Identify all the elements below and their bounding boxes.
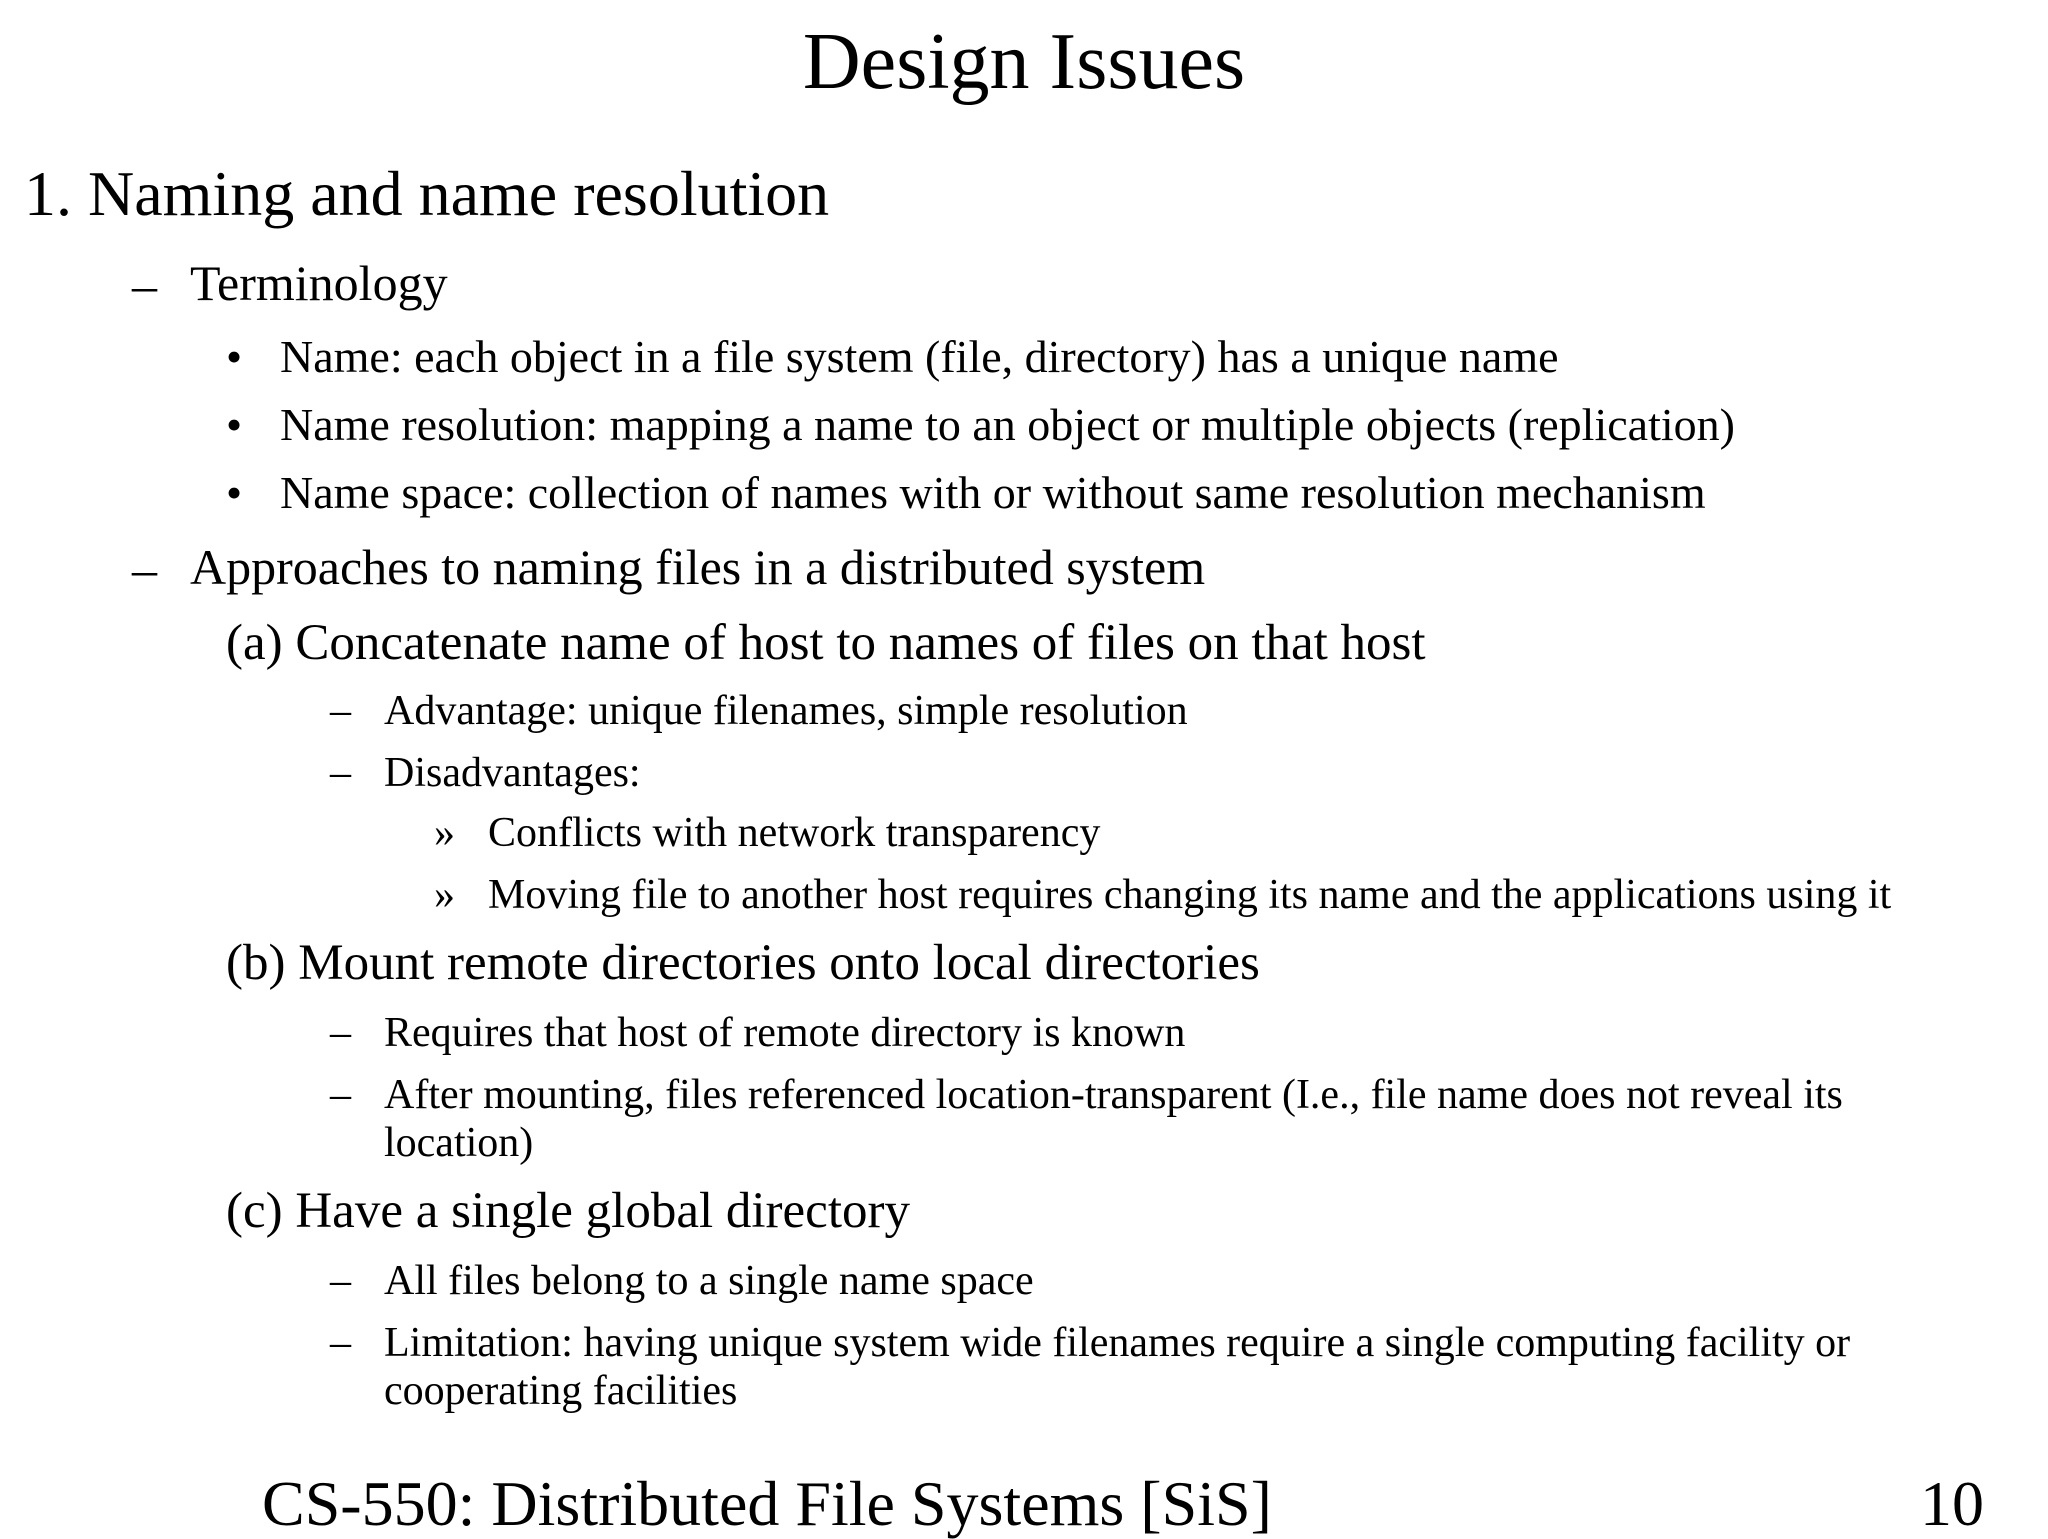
raquo-marker: » (434, 810, 455, 856)
approach-a-advantage: Advantage: unique filenames, simple resolution (384, 688, 1188, 734)
approach-b-label: (b) Mount remote directories onto local directories (226, 935, 1260, 991)
dash-marker: – (330, 750, 351, 796)
approach-a-disadvantage: Moving file to another host requires changing its name and the applications using it (488, 872, 1892, 918)
bullet-marker: • (226, 399, 243, 450)
terminology-bullet: Name: each object in a file system (file, directory) has a unique name (280, 331, 1559, 382)
section-heading: 1. Naming and name resolution (24, 158, 830, 229)
page-number: 10 (1920, 1468, 1984, 1539)
dash-marker: – (132, 257, 157, 313)
approach-c-item: Limitation: having unique system wide filenames require a single computing facility or (384, 1320, 1851, 1366)
terminology-bullet: Name space: collection of names with or without same resolution mechanism (280, 467, 1706, 518)
approach-a-disadvantage: Conflicts with network transparency (488, 810, 1101, 856)
bullet-marker: • (226, 331, 243, 382)
approach-b-item: Requires that host of remote directory is known (384, 1010, 1186, 1056)
terminology-bullet: Name resolution: mapping a name to an object or multiple objects (replication) (280, 399, 1735, 450)
terminology-label: Terminology (190, 255, 448, 311)
bullet-marker: • (226, 467, 243, 518)
dash-marker: – (330, 1258, 351, 1304)
approach-a-label: (a) Concatenate name of host to names of files on that host (226, 615, 1426, 671)
approach-c-item-continued: cooperating facilities (384, 1368, 738, 1414)
approach-a-disadvantages-label: Disadvantages: (384, 750, 641, 796)
approach-b-item-continued: location) (384, 1120, 534, 1166)
approaches-label: Approaches to naming files in a distributed system (190, 539, 1206, 595)
dash-marker: – (330, 688, 351, 734)
slide-title: Design Issues (802, 18, 1246, 106)
approach-c-item: All files belong to a single name space (384, 1258, 1034, 1304)
dash-marker: – (330, 1010, 351, 1056)
approach-c-label: (c) Have a single global directory (226, 1183, 910, 1239)
dash-marker: – (330, 1072, 351, 1118)
dash-marker: – (330, 1320, 351, 1366)
approach-b-item: After mounting, files referenced location-transparent (I.e., file name does not reveal its (384, 1072, 1843, 1118)
dash-marker: – (132, 541, 157, 597)
footer-course: CS-550: Distributed File Systems [SiS] (262, 1468, 1272, 1539)
raquo-marker: » (434, 872, 455, 918)
